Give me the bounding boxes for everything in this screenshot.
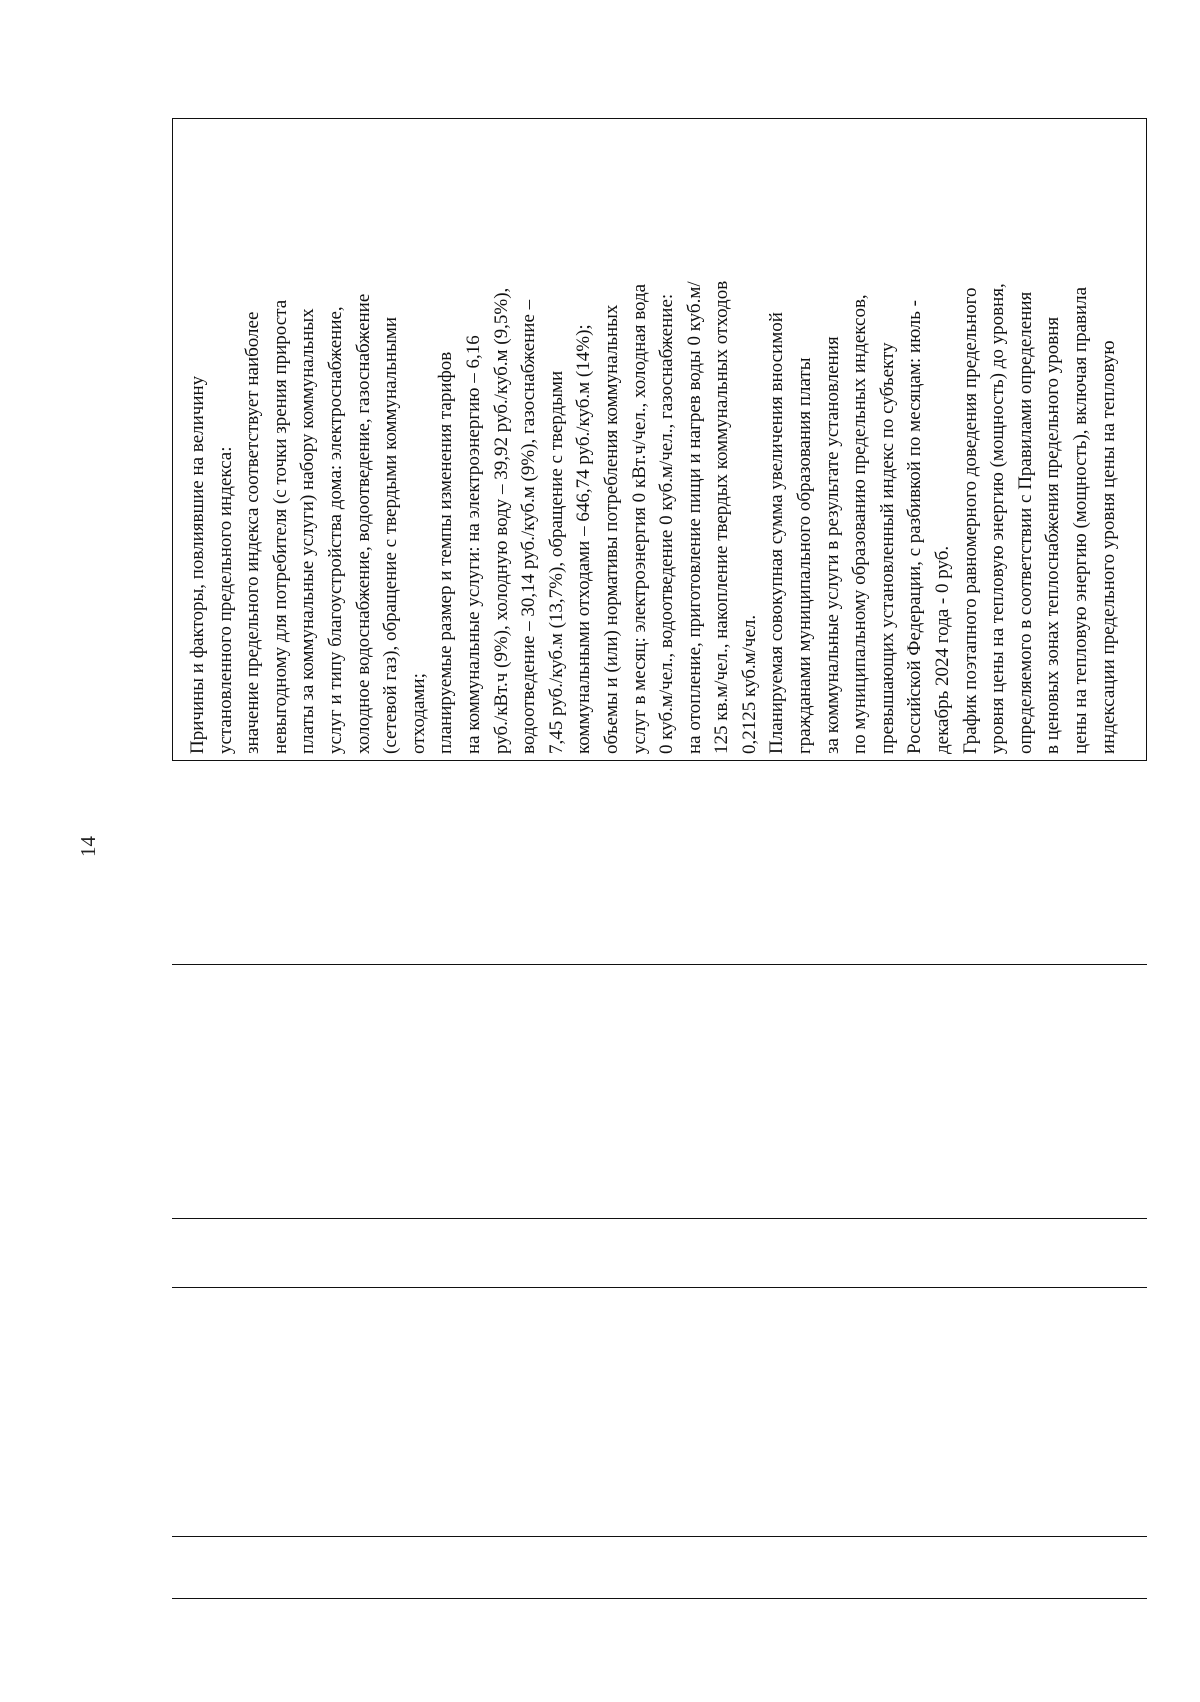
table-top-border <box>172 118 1147 119</box>
text-line: индексации предельного уровня цены на тепловую <box>1097 340 1119 754</box>
table-row-border-5 <box>172 1536 1147 1537</box>
text-line: невыгодному для потребителя (с точки зрения прироста <box>269 299 291 754</box>
text-line: за коммунальные услуги в результате установления <box>821 336 843 754</box>
text-line: Причины и факторы, повлиявшие на величину <box>187 375 208 754</box>
text-line: услуг и типу благоустройства дома: электроснабжение, <box>324 306 346 754</box>
text-line: установленного предельного индекса: <box>214 446 236 754</box>
text-line: График поэтапного равномерного доведения предельного <box>959 287 981 754</box>
text-line: уровня цены на тепловую энергию (мощность) до уровня, <box>987 283 1009 754</box>
table-row-border-3 <box>172 1218 1147 1219</box>
table-row-border-1 <box>172 760 1147 761</box>
table-bottom-border <box>172 1598 1147 1599</box>
text-line: Российской Федерации, с разбивкой по месяцам: июль - <box>904 299 926 754</box>
table-cell-text <box>184 130 1119 754</box>
text-line: 0,2125 куб.м/чел. <box>738 614 760 754</box>
table-row-border-4 <box>172 1287 1147 1288</box>
text-line: водоотведение – 30,14 руб./куб.м (9%), газоснабжение – <box>518 299 540 754</box>
text-line: планируемые размер и темпы изменения тарифов <box>435 351 457 754</box>
text-line: декабрь 2024 года - 0 руб. <box>932 545 954 754</box>
text-line: по муниципальному образованию предельных индексов, <box>849 294 871 754</box>
text-line: руб./кВт.ч (9%), холодную воду – 39,92 руб./куб.м (9,5%), <box>490 287 512 754</box>
table-left-border <box>172 118 173 760</box>
text-line: гражданами муниципального образования платы <box>794 357 816 754</box>
table-right-border <box>1146 118 1147 760</box>
table-cell <box>184 130 1119 754</box>
text-line: (сетевой газ), обращение с твердыми коммунальными <box>380 316 402 754</box>
text-line: 0 куб.м/чел., водоотведение 0 куб.м/чел., газоснабжение: <box>656 293 678 754</box>
table-row-border-2 <box>172 964 1147 965</box>
text-line: холодное водоснабжение, водоотведение, газоснабжение <box>352 293 374 754</box>
text-line: превышающих установленный индекс по субъекту <box>876 342 898 754</box>
text-line: определяемого в соответствии с Правилами определения <box>1014 291 1036 754</box>
text-line: цены на тепловую энергию (мощность), включая правила <box>1070 286 1091 754</box>
text-line: Планируемая совокупная сумма увеличения вносимой <box>766 312 788 754</box>
text-line: услуг в месяц: электроэнергия 0 кВт.ч/чел., холодная вода <box>628 283 650 754</box>
text-line: 125 кв.м/чел., накопление твердых коммунальных отходов <box>711 280 733 754</box>
text-line: на коммунальные услуги: на электроэнергию – 6,16 <box>462 335 484 754</box>
text-line: объемы и (или) нормативы потребления коммунальных <box>600 304 622 754</box>
text-line: платы за коммунальные услуги) набору коммунальных <box>297 308 319 754</box>
page-number-text: 14 <box>75 835 100 857</box>
text-line: коммунальными отходами – 646,74 руб./куб.м (14%); <box>573 324 595 754</box>
page-number <box>75 828 100 864</box>
text-line: 7,45 руб./куб.м (13,7%), обращение с твердыми <box>545 370 567 754</box>
text-line: на отопление, приготовление пищи и нагрев воды 0 куб.м/ <box>683 281 705 754</box>
text-line: в ценовых зонах теплоснабжения предельного уровня <box>1042 316 1064 754</box>
text-line: отходами; <box>407 673 429 754</box>
text-line: значение предельного индекса соответствует наиболее <box>242 311 264 754</box>
